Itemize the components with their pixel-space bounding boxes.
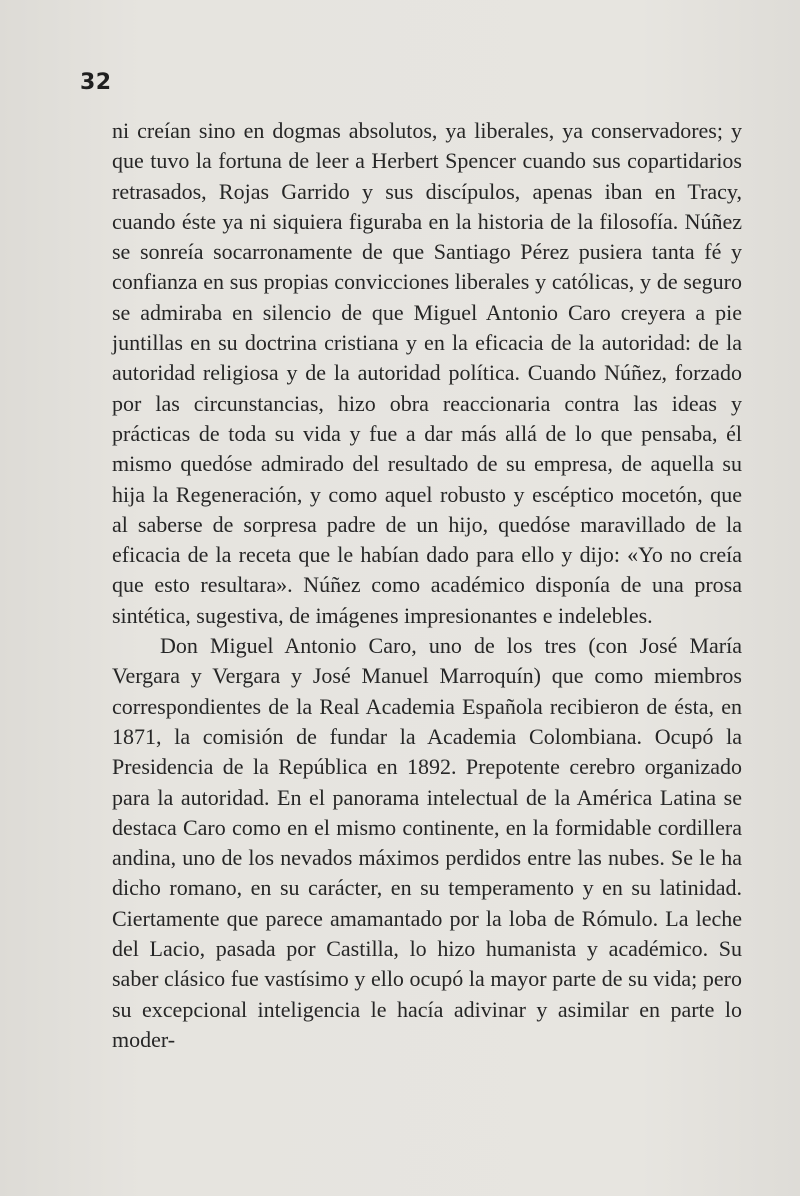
paragraph-2: Don Miguel Antonio Caro, uno de los tres (con José María Vergara y Vergara y José Manuel Marroquín) que como miembros correspondientes de la Real Academia Española recibieron de ésta, en 1871, la comisión de fundar la Academia Colombiana. Ocupó la Presidencia de la República en 1892. Prepotente cerebro organizado para la autoridad. En el panorama intelectual de la América Latina se destaca Caro como en el mismo continente, en la formidable cordillera andina, uno de los nevados máximos perdidos entre las nubes. Se le ha dicho romano, en su carácter, en su temperamento y en su latinidad. Ciertamente que parece amamantado por la loba de Rómulo. La leche del Lacio, pasada por Castilla, lo hizo humanista y académico. Su saber clásico fue vastísimo y ello ocupó la mayor parte de su vida; pero su excepcional inteligencia le hacía adivinar y asimilar en parte lo moder- [112, 633, 742, 1052]
page-number: 32 [80, 70, 112, 95]
body-text [112, 116, 742, 1055]
paragraph-1: ni creían sino en dogmas absolutos, ya liberales, ya conservadores; y que tuvo la fortuna de leer a Herbert Spencer cuando sus copartidarios retrasados, Rojas Garrido y sus discípulos, apenas iban en Tracy, cuando éste ya ni siquiera figuraba en la historia de la filosofía. Núñez se sonreía socarronamente de que Santiago Pérez pusiera tanta fé y confianza en sus propias convicciones liberales y católicas, y de seguro se admiraba en silencio de que Miguel Antonio Caro creyera a pie juntillas en su doctrina cristiana y en la eficacia de la autoridad: de la autoridad religiosa y de la autoridad política. Cuando Núñez, forzado por las circunstancias, hizo obra reaccionaria contra las ideas y prácticas de toda su vida y fue a dar más allá de lo que pensaba, él mismo quedóse admirado del resultado de su empresa, de aquella su hija la Regeneración, y como aquel robusto y escéptico mocetón, que al saberse de sorpresa padre de un hijo, quedóse maravillado de la eficacia de la receta que le habían dado para ello y dijo: «Yo no creía que esto resultara». Núñez como académico disponía de una prosa sintética, sugestiva, de imágenes impresionantes e indelebles. [112, 118, 742, 628]
